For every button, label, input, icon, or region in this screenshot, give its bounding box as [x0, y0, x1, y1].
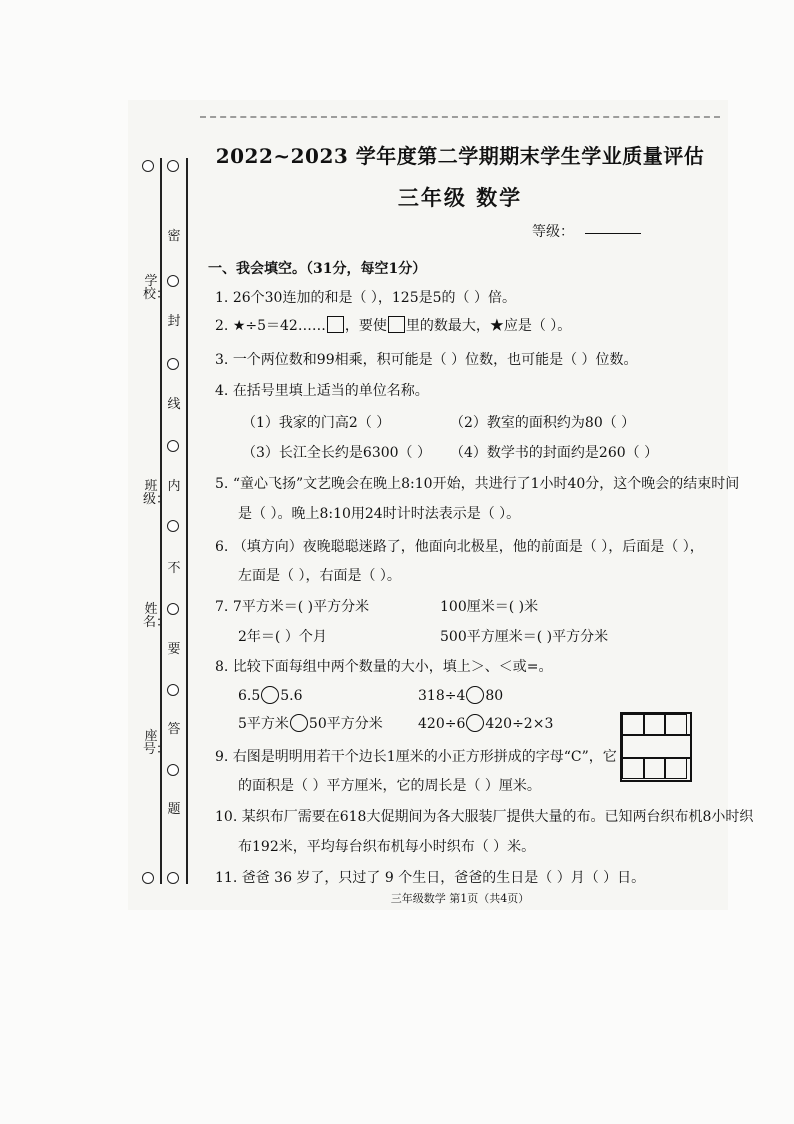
grid-square	[664, 757, 687, 779]
q4-item-4: （4）数学书的封面约是260（ ）	[450, 445, 659, 461]
seal-char: 不	[167, 561, 181, 576]
question-text: 某织布厂需要在618大促期间为各大服装厂提供大量的布。已知两台织布机8小时织	[241, 809, 754, 825]
question-4	[215, 382, 429, 400]
binding-hole	[142, 872, 154, 884]
question-text: ★÷5＝42……	[232, 318, 326, 334]
seal-char: 线	[167, 397, 181, 412]
grade-label: 等级：	[532, 224, 574, 240]
school-label: 学校：	[143, 274, 170, 302]
q8-compare-c	[238, 714, 383, 733]
question-number: 2.	[215, 318, 229, 334]
question-number: 3.	[215, 352, 229, 368]
question-text: ，要使	[344, 318, 387, 334]
q7-item-b: 100厘米＝( )米	[440, 599, 539, 615]
grid-square	[622, 757, 645, 779]
q8-compare-b	[418, 686, 503, 705]
section-heading: 一、我会填空。（31分，每空1分）	[208, 261, 427, 277]
question-text: 里的数最大，★应是（ ）。	[405, 318, 572, 334]
compare-left: 6.5	[238, 688, 261, 704]
question-number: 6.	[215, 539, 229, 555]
compare-left: 5平方米	[238, 716, 289, 732]
q4-item-2: （2）教室的面积约为80（ ）	[450, 415, 636, 431]
question-number: 11.	[215, 870, 238, 886]
q4-item-1: （1）我家的门高2（ ）	[242, 415, 391, 431]
q4-item-3: （3）长江全长约是6300（ ）	[242, 445, 431, 461]
question-9-line-2: 的面积是（ ）平方厘米，它的周长是（ ）厘米。	[238, 778, 541, 794]
binding-hole	[167, 160, 179, 172]
question-number: 8.	[215, 659, 229, 675]
compare-circle	[466, 686, 484, 704]
seal-char: 密	[167, 229, 181, 244]
grid-square	[643, 714, 666, 736]
q7-item-c: 2年＝( ）个月	[238, 629, 327, 645]
compare-right: 5.6	[280, 688, 303, 704]
question-6-line-2: 左面是（ ），右面是（ ）。	[238, 568, 401, 584]
question-number: 4.	[215, 383, 229, 399]
q7-item-d: 500平方厘米＝( )平方分米	[440, 629, 609, 645]
question-text: 爸爸 36 岁了，只过了 9 个生日，爸爸的生日是（ ）月（ ）日。	[241, 870, 646, 886]
question-number: 5.	[215, 476, 229, 492]
question-1	[215, 289, 516, 307]
question-text: 26个30连加的和是（ ），125是5的（ ）倍。	[232, 290, 516, 306]
question-number: 9.	[215, 749, 229, 765]
compare-circle	[466, 714, 484, 732]
question-9	[215, 748, 617, 766]
seat-label: 座号：	[143, 729, 170, 757]
compare-right: 50平方分米	[308, 716, 383, 732]
seal-circle	[167, 603, 179, 615]
question-text: 在括号里填上适当的单位名称。	[232, 383, 429, 399]
top-dashed-line	[200, 116, 720, 120]
compare-right: 80	[485, 688, 504, 704]
grade-blank[interactable]	[585, 233, 641, 234]
seal-circle	[167, 764, 179, 776]
q8-compare-d	[418, 714, 553, 733]
seal-char: 封	[167, 314, 181, 329]
question-text: “童心飞扬”文艺晚会在晚上8:10开始，共进行了1小时40分，这个晚会的结束时间	[232, 476, 740, 492]
question-number: 7.	[215, 599, 229, 615]
seal-char: 题	[167, 802, 181, 817]
question-10	[215, 808, 753, 826]
question-text: 一个两位数和99相乘，积可能是（ ）位数，也可能是（ ）位数。	[232, 352, 638, 368]
seal-circle	[167, 358, 179, 370]
binding-hole	[167, 872, 179, 884]
question-7	[215, 598, 369, 616]
answer-box	[388, 316, 405, 333]
seal-circle	[167, 520, 179, 532]
seal-char: 要	[167, 642, 181, 657]
compare-left: 318÷4	[418, 688, 466, 704]
seal-circle	[167, 684, 179, 696]
compare-circle	[290, 714, 308, 732]
compare-right: 420÷2×3	[485, 716, 554, 732]
question-10-line-2: 布192米，平均每台织布机每小时织布（ ）米。	[238, 839, 536, 855]
grid-square	[643, 757, 666, 779]
seal-char: 答	[167, 722, 181, 737]
question-number: 10.	[215, 809, 238, 825]
binding-line-right	[186, 158, 188, 884]
question-text: 比较下面每组中两个数量的大小，填上＞、＜或=。	[232, 659, 553, 675]
question-6	[215, 538, 704, 556]
question-11	[215, 869, 645, 887]
question-5	[215, 475, 739, 493]
seal-char: 内	[167, 479, 181, 494]
grid-square	[622, 714, 645, 736]
question-8	[215, 658, 553, 676]
letter-c-opening	[642, 734, 690, 759]
exam-subtitle: 三年级 数学	[397, 185, 523, 210]
q8-compare-a	[238, 686, 303, 705]
binding-hole	[142, 160, 154, 172]
question-text: 7平方米＝( )平方分米	[232, 599, 370, 615]
question-number: 1.	[215, 290, 229, 306]
binding-line-left	[160, 158, 162, 884]
answer-box	[327, 316, 344, 333]
question-3	[215, 351, 638, 369]
question-text: 右图是明明用若干个边长1厘米的小正方形拼成的字母“C”，它	[232, 749, 617, 765]
compare-left: 420÷6	[418, 716, 466, 732]
compare-circle	[261, 686, 279, 704]
question-text: （填方向）夜晚聪聪迷路了，他面向北极星，他的前面是（ ），后面是（ ），	[232, 539, 704, 555]
exam-title: 2022~2023 学年度第二学期期末学生学业质量评估	[215, 144, 705, 168]
question-5-line-2: 是（ ）。晚上8:10用24时计时法表示是（ ）。	[238, 506, 521, 522]
page-footer: 三年级数学 第1页（共4页）	[390, 892, 530, 905]
seal-circle	[167, 275, 179, 287]
seal-circle	[167, 440, 179, 452]
grid-square	[664, 714, 687, 736]
question-2	[215, 316, 571, 335]
name-label: 姓名：	[143, 602, 170, 630]
class-label: 班级：	[143, 479, 170, 507]
